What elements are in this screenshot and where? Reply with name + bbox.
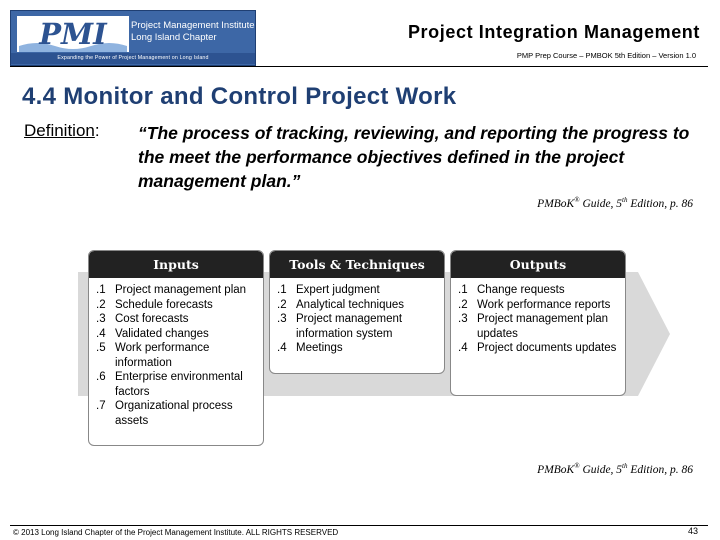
- page-number: 43: [687, 526, 698, 536]
- citation-bottom-suffix: Edition, p. 86: [627, 463, 693, 476]
- item-text: Work performance reports: [477, 298, 611, 311]
- list-item: [277, 298, 440, 313]
- inputs-list: [89, 278, 263, 428]
- logo-line-1: Project Management Institute: [131, 20, 255, 31]
- item-text: Project documents updates: [477, 342, 617, 354]
- item-text: Project management plan updates: [477, 313, 609, 340]
- citation-bottom: [537, 462, 693, 476]
- list-item: [458, 283, 621, 298]
- list-item: [277, 341, 440, 356]
- item-number: .2: [96, 298, 106, 311]
- logo-tagline: Expanding the Power of Project Management on Long Island: [11, 53, 255, 64]
- item-number: .1: [96, 284, 106, 296]
- citation-top-sup: th: [622, 196, 628, 204]
- citation-top-prefix: PMBoK: [537, 197, 575, 210]
- item-number: .4: [458, 342, 468, 354]
- item-number: .1: [277, 284, 287, 296]
- pmi-logo: [10, 10, 256, 66]
- list-item: [96, 283, 259, 298]
- item-text: Work performance information: [115, 342, 210, 369]
- item-number: .7: [96, 400, 106, 412]
- tools-techniques-header: Tools & Techniques: [270, 251, 444, 278]
- definition-label-text: Definition: [24, 121, 95, 140]
- outputs-list: [451, 278, 625, 356]
- item-number: .2: [458, 298, 468, 311]
- slide-title: Project Integration Management: [407, 22, 700, 42]
- tools-techniques-column: [269, 250, 445, 374]
- list-item: [277, 312, 440, 341]
- citation-top: [537, 196, 693, 210]
- list-item: [96, 399, 259, 428]
- citation-bottom-sup: th: [622, 462, 628, 470]
- citation-bottom-mark: ®: [574, 462, 580, 470]
- item-text: Project management information system: [296, 313, 403, 340]
- definition-colon: :: [94, 121, 100, 140]
- item-text: Analytical techniques: [296, 298, 405, 311]
- list-item: [458, 298, 621, 313]
- item-text: Expert judgment: [296, 284, 380, 296]
- item-text: Meetings: [296, 342, 343, 354]
- tools-techniques-list: [270, 278, 444, 356]
- list-item: [458, 341, 621, 356]
- citation-top-mark: ®: [574, 196, 580, 204]
- list-item: [277, 283, 440, 298]
- definition-label: [24, 121, 100, 141]
- item-number: .3: [458, 313, 468, 325]
- item-text: Project management plan: [115, 284, 247, 296]
- item-number: .3: [277, 313, 287, 325]
- item-number: .6: [96, 371, 106, 383]
- item-number: .4: [277, 342, 287, 354]
- list-item: [96, 341, 259, 370]
- citation-top-suffix: Edition, p. 86: [627, 197, 693, 210]
- outputs-column: [450, 250, 626, 396]
- footer-divider: [10, 525, 708, 526]
- section-heading: 4.4 Monitor and Control Project Work: [22, 83, 457, 110]
- item-text: Schedule forecasts: [115, 298, 213, 311]
- pmi-logo-mark: [17, 16, 129, 52]
- copyright-text: © 2013 Long Island Chapter of the Project Management Institute. ALL RIGHTS RESERVED: [13, 528, 339, 537]
- pmi-logo-mark-text: PMI: [39, 17, 107, 51]
- slide-subtitle: PMP Prep Course – PMBOK 5th Edition – Version 1.0: [516, 51, 696, 60]
- citation-bottom-mid: Guide, 5: [579, 463, 623, 476]
- list-item: [96, 312, 259, 327]
- item-text: Change requests: [477, 284, 565, 296]
- item-text: Validated changes: [115, 327, 209, 340]
- item-number: .1: [458, 284, 468, 296]
- definition-text: “The process of tracking, reviewing, and reporting the progress to the meet the performance objectives defined in the project management plan.”: [138, 123, 690, 191]
- list-item: [458, 312, 621, 341]
- item-number: .5: [96, 342, 106, 354]
- item-text: Cost forecasts: [115, 313, 189, 325]
- item-number: .3: [96, 313, 106, 325]
- list-item: [96, 298, 259, 313]
- logo-line-2: Long Island Chapter: [131, 32, 217, 43]
- itto-diagram: [78, 244, 674, 456]
- item-number: .4: [96, 327, 106, 340]
- item-number: .2: [277, 298, 287, 311]
- citation-top-mid: Guide, 5: [579, 197, 623, 210]
- item-text: Organizational process assets: [115, 400, 233, 427]
- inputs-header: Inputs: [89, 251, 263, 278]
- citation-bottom-prefix: PMBoK: [537, 463, 575, 476]
- item-text: Enterprise environmental factors: [115, 371, 243, 398]
- inputs-column: [88, 250, 264, 446]
- header-divider: [10, 66, 708, 67]
- list-item: [96, 370, 259, 399]
- list-item: [96, 327, 259, 342]
- outputs-header: Outputs: [451, 251, 625, 278]
